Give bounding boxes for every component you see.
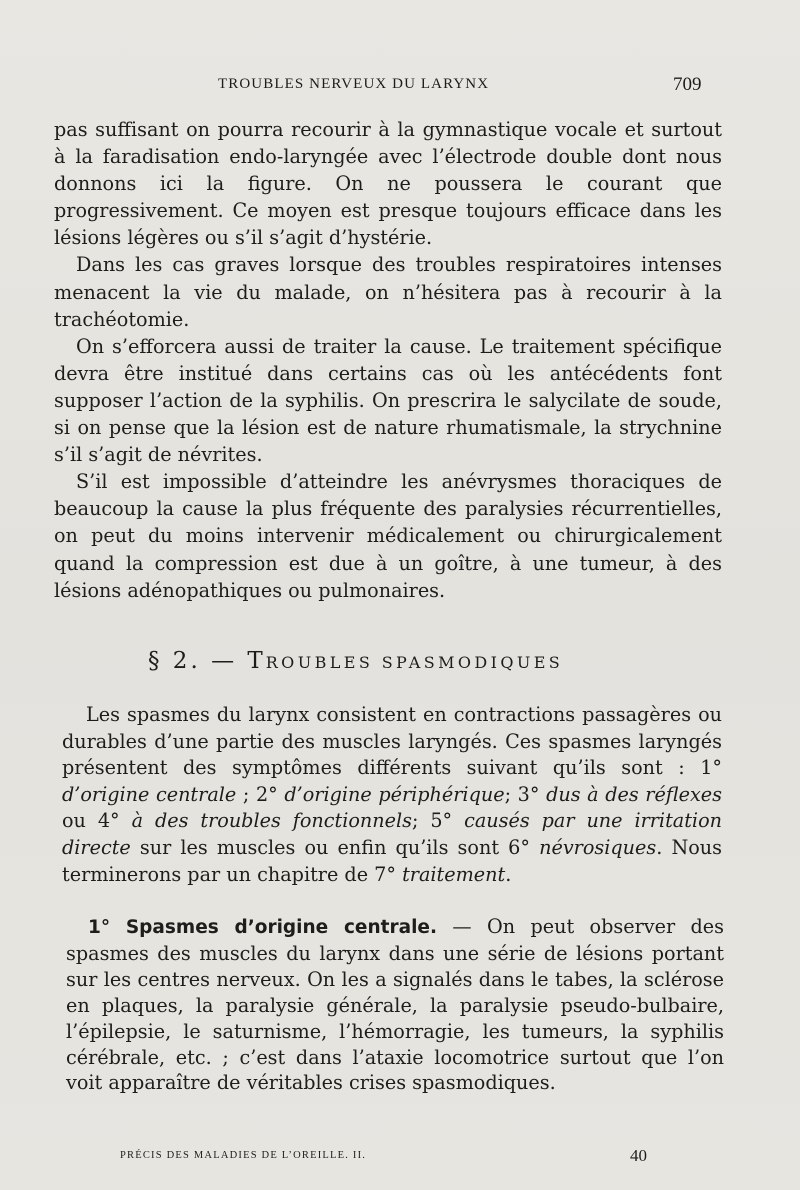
text-run: ou 4° <box>62 809 132 833</box>
signature-mark: 40 <box>630 1146 647 1165</box>
text-run: sur les muscles ou enfin qu’ils sont 6° <box>130 835 540 859</box>
subsection-heading: 1° Spasmes d’origine centrale. <box>88 917 438 938</box>
section-title-initial: T <box>247 648 266 674</box>
paragraph: S’il est impossible d’atteindre les anévrysmes thoraciques de beaucoup la cause la plus fréquente des paralysies récurrentielles, on peut du moins intervenir médicalement ou chirurgicalement quand la compression est due à un goître, à une tumeur, à des lésions adénopathiques ou pulmonaires. <box>54 470 722 602</box>
italic-term: à des troubles fonctionnels <box>131 809 412 833</box>
text-run: ; 2° <box>236 782 285 806</box>
page-footer <box>0 1146 800 1168</box>
italic-term: névrosiques <box>539 835 657 859</box>
section-number: § 2. — <box>148 648 238 674</box>
italic-term: causés par une irritation directe <box>62 809 722 859</box>
text-run: ; 5° <box>411 809 465 833</box>
paragraph: Dans les cas graves lorsque des troubles respiratoires intenses menacent la vie du malade, on n’hésitera pas à recourir à la trachéotomie. <box>54 253 722 331</box>
italic-term: traitement <box>402 862 506 886</box>
text-run: . <box>505 862 512 886</box>
italic-term: d’origine centrale <box>62 782 237 806</box>
section-title: ROUBLES SPASMODIQUES <box>265 653 564 672</box>
text-run: ; 3° <box>504 782 547 806</box>
italic-term: dus à des réflexes <box>546 782 722 806</box>
italic-term: d’origine périphérique <box>284 782 505 806</box>
running-header <box>0 74 800 98</box>
text-run: . Nous terminerons par un chapitre de 7° <box>62 835 722 886</box>
section-heading <box>148 648 668 688</box>
main-text <box>54 116 722 604</box>
paragraph <box>66 914 724 1096</box>
text-run: — On peut observer des spasmes des muscles du larynx dans une série de lésions portant sur les centres nerveux. On les a signalés dans le tabes, la sclérose en plaques, la paralysie générale, la paralysie pseudo-bulbaire, l’épilepsie, le saturnisme, l’hémorragie, les tumeurs, la syphilis cérébrale, etc. ; c’est dans l’ataxie locomotrice surtout que l’on voit apparaître de véritables crises spasmodiques. <box>66 915 724 1095</box>
footer-title: PRÉCIS DES MALADIES DE L’OREILLE. II. <box>120 1150 367 1161</box>
paragraph <box>62 702 722 888</box>
central-spasms-section <box>66 914 724 1096</box>
text-run: Les spasmes du larynx consistent en contractions passagères ou durables d’une partie des muscles laryngés. Ces spasmes laryngés présentent des symptômes différents suivant qu’ils sont : 1° <box>62 703 722 780</box>
page-number: 709 <box>673 74 702 95</box>
paragraph: On s’efforcera aussi de traiter la cause. Le traitement spécifique devra être institué dans certains cas où les antécédents font supposer l’action de la syphilis. On prescrira le salycilate de soude, si on pense que la lésion est de nature rhumatismale, la strychnine s’il s’agit de névrites. <box>54 334 722 467</box>
running-title: TROUBLES NERVEUX DU LARYNX <box>218 76 490 92</box>
paragraph: pas suffisant on pourra recourir à la gymnastique vocale et surtout à la faradisation endo-laryngée avec l’électrode double dont nous donnons ici la figure. On ne poussera le courant que progressivement. Ce moyen est presque toujours efficace dans les lésions légères ou s’il s’agit d’hystérie. <box>54 118 722 250</box>
spasms-intro <box>62 702 722 888</box>
